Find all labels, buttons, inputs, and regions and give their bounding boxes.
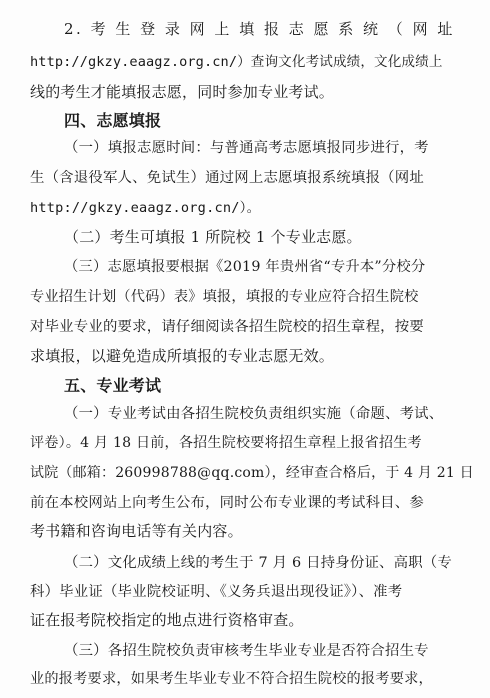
paragraph-line-15: 评卷）。4 月 18 日前，各招生院校要将招生章程上报省招生考 [30, 435, 422, 452]
section-heading-five: 五、专业考试 [64, 375, 162, 395]
paragraph-line-12: 求填报，以避免造成所填报的专业志愿无效。 [30, 347, 335, 366]
paragraph-line-6: 生（含退役军人、免试生）通过网上志愿填报系统填报（网址 [30, 169, 424, 186]
paragraph-line-14: （一）专业考试由各招生院校负责组织实施（命题、考试、 [64, 406, 444, 423]
paragraph-line-23: 业的报考要求，如果考生毕业专业不符合招生院校的报考要求， [30, 671, 433, 687]
paragraph-line-18: 考书籍和咨询电话等有关内容。 [30, 522, 243, 541]
paragraph-line-19: （二）文化成绩上线的考生于 7 月 6 日持身份证、高职（专 [64, 554, 452, 571]
paragraph-line-3: 线的考生才能填报志愿，同时参加专业考试。 [30, 83, 335, 102]
paragraph-line-17: 前在本校网站上向考生公布，同时公布专业课的考试科目、参 [30, 495, 424, 512]
paragraph-line-5: （一）填报志愿时间：与普通高考志愿填报同步进行，考 [64, 140, 429, 157]
paragraph-line-1: 2. 考 生 登 录 网 上 填 报 志 愿 系 统 （ 网 址 [64, 20, 455, 38]
paragraph-line-7: http://gkzy.eaagz.org.cn/）。 [30, 199, 261, 216]
paragraph-line-22: （三）各招生院校负责审核考生毕业专业是否符合招生专 [64, 642, 429, 659]
paragraph-line-11: 对毕业专业的要求，请仔细阅读各招生院校的招生章程，按要 [30, 319, 424, 335]
paragraph-line-10: 专业招生计划（代码）表》填报，填报的专业应符合招生院校 [30, 288, 419, 305]
paragraph-line-16: 试院（邮箱：260998788@qq.com），经审查合格后，于 4 月 21 日 [30, 464, 474, 481]
paragraph-line-21: 证在报考院校指定的地点进行资格审查。 [30, 611, 304, 630]
paragraph-line-9: （三）志愿填报要根据《2019 年贵州省“专升本”分校分 [64, 259, 426, 276]
paragraph-line-2: http://gkzy.eaagz.org.cn/）查询文化考试成绩，文化成绩上 [30, 54, 443, 70]
paragraph-line-20: 科）毕业证（毕业院校证明、《义务兵退出现役证》）、准考 [30, 584, 403, 600]
section-heading-four: 四、志愿填报 [64, 110, 162, 130]
paragraph-line-8: （二）考生可填报 1 所院校 1 个专业志愿。 [64, 228, 362, 247]
